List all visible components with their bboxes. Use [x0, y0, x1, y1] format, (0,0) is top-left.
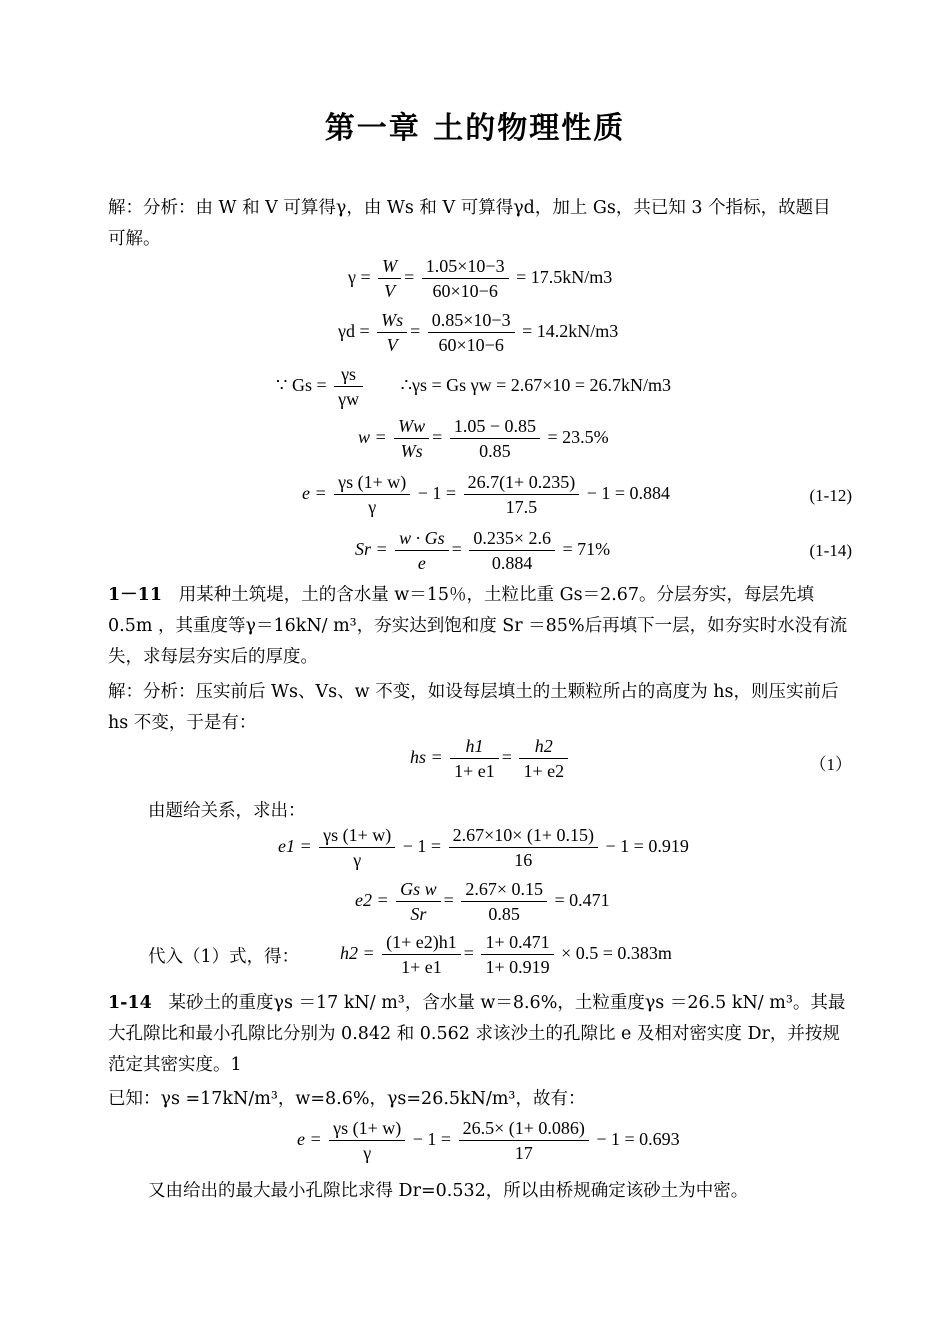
eq-rhs: = 23.5% — [547, 427, 609, 448]
eq-lhs: Sr = — [355, 539, 388, 560]
problem-label: 1－11 — [108, 585, 163, 605]
equation-number: (1-12) — [809, 486, 852, 505]
denominator: Ws — [400, 441, 423, 461]
eq-lhs: h2 = — [340, 943, 375, 964]
eq-rhs: = 0.471 — [554, 890, 610, 911]
eq-lhs: ∵ Gs = — [276, 375, 327, 396]
denominator: 0.884 — [491, 553, 533, 573]
numerator: Ww — [394, 416, 429, 439]
numerator: Gs w — [396, 879, 441, 902]
equation-gamma-d: γd = $\frac{Ws}{V}$ = $\frac{0.85\times 10-3}{60\times 10-6}$ = 14.2kN/m3 — [338, 310, 619, 355]
numerator: 1.05×10−3 — [422, 256, 509, 279]
intro-paragraph — [108, 193, 848, 255]
eq-mid: − 1 = — [417, 483, 457, 504]
fraction — [377, 310, 407, 356]
fraction — [428, 310, 515, 356]
numerator: W — [378, 256, 401, 279]
denominator: γ — [363, 1143, 372, 1163]
fraction — [382, 932, 461, 978]
fraction — [450, 736, 499, 782]
fraction — [378, 256, 401, 302]
eq-rhs: = 71% — [562, 539, 611, 560]
denominator: γ — [368, 497, 377, 517]
denominator: 16 — [514, 850, 533, 870]
numerator: 1+ 0.471 — [481, 932, 553, 955]
solution-1-11: 解：分析：压实前后 Ws、Vs、w 不变，如设每层填土的土颗粒所占的高度为 hs，则压实前后 hs 不变，于是有： — [108, 682, 839, 733]
eq-rhs: ∴γs = Gs γw = 2.67×10 = 26.7kN/m3 — [400, 375, 672, 396]
fraction — [334, 472, 410, 518]
numerator: (1+ e2)h1 — [382, 932, 461, 955]
numerator: 0.85×10−3 — [428, 310, 515, 333]
fraction — [334, 364, 363, 410]
eq-rhs: = 17.5kN/m3 — [516, 267, 613, 288]
intro-line-2: 可解。 — [108, 229, 161, 249]
numerator: 0.235× 2.6 — [469, 528, 555, 551]
denominator: 1+ e1 — [401, 957, 442, 977]
fraction — [461, 879, 547, 925]
problem-1-14 — [108, 988, 848, 1081]
fraction — [464, 472, 580, 518]
chapter-title: 第一章 土的物理性质 — [324, 111, 626, 146]
fraction — [459, 1118, 589, 1164]
equation-e1 — [278, 825, 689, 871]
problem-label: 1-14 — [108, 993, 152, 1013]
fraction — [422, 256, 509, 302]
denominator: e — [417, 553, 426, 573]
numerator: h1 — [450, 736, 499, 759]
eq-lhs: γ = — [348, 267, 371, 288]
numerator: γs (1+ w) — [329, 1118, 405, 1141]
denominator: V — [386, 335, 398, 355]
equation-e-sand — [297, 1118, 680, 1164]
equation-e — [302, 472, 670, 518]
eq-rhs: × 0.5 = 0.383m — [561, 943, 672, 964]
fraction — [519, 736, 568, 782]
denominator: 1+ 0.919 — [485, 957, 550, 977]
fraction — [469, 528, 555, 574]
equation-sr: Sr = $\frac{w \cdot Gs}{e}$ = $\frac{0.235\times 2.6}{0.884}$ = 71% — [355, 528, 611, 573]
eq-mid: − 1 = — [412, 1129, 452, 1150]
denominator: Sr — [410, 904, 427, 924]
numerator: 2.67× 0.15 — [461, 879, 547, 902]
eq-lhs: hs = — [410, 747, 443, 768]
eq-mid: − 1 = — [402, 836, 442, 857]
numerator: w · Gs — [395, 528, 449, 551]
eq-lhs: w = — [358, 427, 387, 448]
numerator: 26.7(1+ 0.235) — [464, 472, 580, 495]
denominator: γ — [353, 850, 362, 870]
denominator: 1+ e2 — [523, 761, 565, 781]
problem-text: 用某种土筑堤，土的含水量 w＝15％，土粒比重 Gs＝2.67。分层夯实，每层先填 0.5m ，其重度等γ＝16kN/ m³，夯实达到饱和度 Sr ＝85%后再填下一层，如夯实时水没有流失，求每层夯实后的厚度。 — [108, 585, 848, 667]
known-text: 已知：γs =17kN/m³，w=8.6%，γs=26.5kN/m³，故有： — [108, 1089, 586, 1109]
denominator: 0.85 — [488, 904, 520, 924]
denominator: 1+ e1 — [454, 761, 495, 781]
fraction — [394, 416, 429, 462]
denominator: 17 — [514, 1143, 533, 1163]
eq-rhs: = 14.2kN/m3 — [522, 321, 619, 342]
numerator: 2.67×10× (1+ 0.15) — [449, 825, 598, 848]
numerator: γs — [334, 364, 363, 387]
numerator: h2 — [519, 736, 568, 759]
fraction — [319, 825, 395, 871]
numerator: 26.5× (1+ 0.086) — [459, 1118, 589, 1141]
fraction — [395, 528, 449, 574]
equation-number: （1） — [809, 755, 852, 774]
denominator: 60×10−6 — [438, 335, 504, 355]
eq-rhs: − 1 = 0.884 — [586, 483, 671, 504]
substitute-text: 代入（1）式，得： — [148, 947, 300, 967]
intro-line-1: 解：分析：由 W 和 V 可算得γ，由 Ws 和 V 可算得γd，加上 Gs，共已知 3 个指标，故题目 — [108, 198, 831, 218]
problem-text: 某砂土的重度γs ＝17 kN/ m³，含水量 w＝8.6%，土粒重度γs ＝26.5 kN/ m³。其最大孔隙比和最小孔隙比分别为 0.842 和 0.562 求该沙土的孔隙比 e 及相对密实度 Dr，并按规范定其密实度。1 — [108, 993, 846, 1075]
fraction — [481, 932, 553, 978]
equation-gamma: γ = $\frac{W}{V}$ = $\frac{1.05\times 10-3}{60\times 10-6}$ = 17.5kN/m3 — [348, 256, 613, 301]
equation-e2: e2 = $\frac{\text{Gs w}}{Sr}$ = $\frac{2.67\times 0.15}{0.85}$ = 0.471 — [355, 879, 610, 924]
denominator: V — [384, 281, 396, 301]
equation-number: (1-14) — [809, 541, 852, 560]
fraction — [329, 1118, 405, 1164]
equation-h2: h2 = $\frac{(1+ e2)h1}{1+ e1}$ = $\frac{1+ 0.471}{1+ 0.919}$ × 0.5 = 0.383m — [340, 932, 672, 977]
eq-lhs: e = — [297, 1129, 322, 1150]
conclusion-text: 又由给出的最大最小孔隙比求得 Dr=0.532，所以由桥规确定该砂土为中密。 — [148, 1181, 749, 1201]
equation-w: w = $\frac{Ww}{Ws}$ = $\frac{1.05 - 0.85}{0.85}$ = 23.5% — [358, 416, 609, 461]
equation-hs: hs = $\frac{h1}{1+ e1}$ = $\frac{h2}{1+ e2}$ — [410, 736, 571, 782]
denominator: 0.85 — [479, 441, 511, 461]
problem-1-11 — [108, 580, 848, 673]
numerator: γs (1+ w) — [334, 472, 410, 495]
denominator: γw — [338, 389, 360, 409]
eq-rhs: − 1 = 0.919 — [605, 836, 689, 857]
eq-lhs: e = — [302, 483, 327, 504]
eq-lhs: e1 = — [278, 836, 312, 857]
numerator: 1.05 − 0.85 — [450, 416, 540, 439]
eq-lhs: γd = — [338, 321, 370, 342]
denominator: 60×10−6 — [432, 281, 498, 301]
numerator: Ws — [377, 310, 407, 333]
given-text: 由题给关系，求出： — [148, 801, 306, 821]
eq-lhs: e2 = — [355, 890, 389, 911]
denominator: 17.5 — [505, 497, 538, 517]
equation-gs — [276, 364, 671, 410]
fraction — [449, 825, 598, 871]
eq-rhs: − 1 = 0.693 — [596, 1129, 680, 1150]
fraction — [450, 416, 540, 462]
fraction — [396, 879, 441, 925]
numerator: γs (1+ w) — [319, 825, 395, 848]
